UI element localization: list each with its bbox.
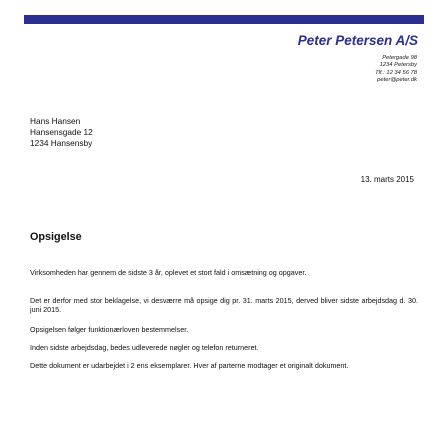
- recipient-address: [30, 116, 93, 149]
- paragraph: Virksomheden har gennem de sidste 3 år, oplevet et stort fald i omsætning og opgaver.: [30, 268, 307, 277]
- company-street: Petergade 98: [382, 55, 417, 61]
- company-address: [375, 55, 417, 84]
- company-phone: Tlf.: 12 34 56 78: [375, 69, 417, 76]
- company-city: 1234 Petersby: [379, 62, 417, 69]
- letter-subject: Opsigelse: [30, 231, 82, 243]
- paragraph: Inden sidste arbejdsdag, bedes udleverede nøgler og telefon returneret.: [30, 343, 259, 352]
- company-email: peter@peter.dk: [377, 76, 417, 83]
- letter-date: 13. marts 2015: [360, 175, 414, 184]
- paragraph: Det er derfor med stor beklagelse, vi desværre må opsige dig pr. 31. marts 2015, derved bliver sidste arbejdsdag d. 30. juni 2015.: [30, 296, 418, 314]
- company-name: Peter Petersen A/S: [297, 33, 418, 48]
- paragraph: Opsigelsen følger funktionærloven bestemmelser.: [30, 325, 189, 334]
- recipient-street: Hansensgade 12: [30, 127, 93, 137]
- recipient-name: Hans Hansen: [30, 116, 81, 126]
- paragraph: Dette dokument er udarbejdet i 2 ens eksemplarer. Hver af parterne modtager et originalt dokument.: [30, 361, 349, 370]
- header-bar: [24, 15, 424, 24]
- recipient-city: 1234 Hansensby: [30, 138, 93, 148]
